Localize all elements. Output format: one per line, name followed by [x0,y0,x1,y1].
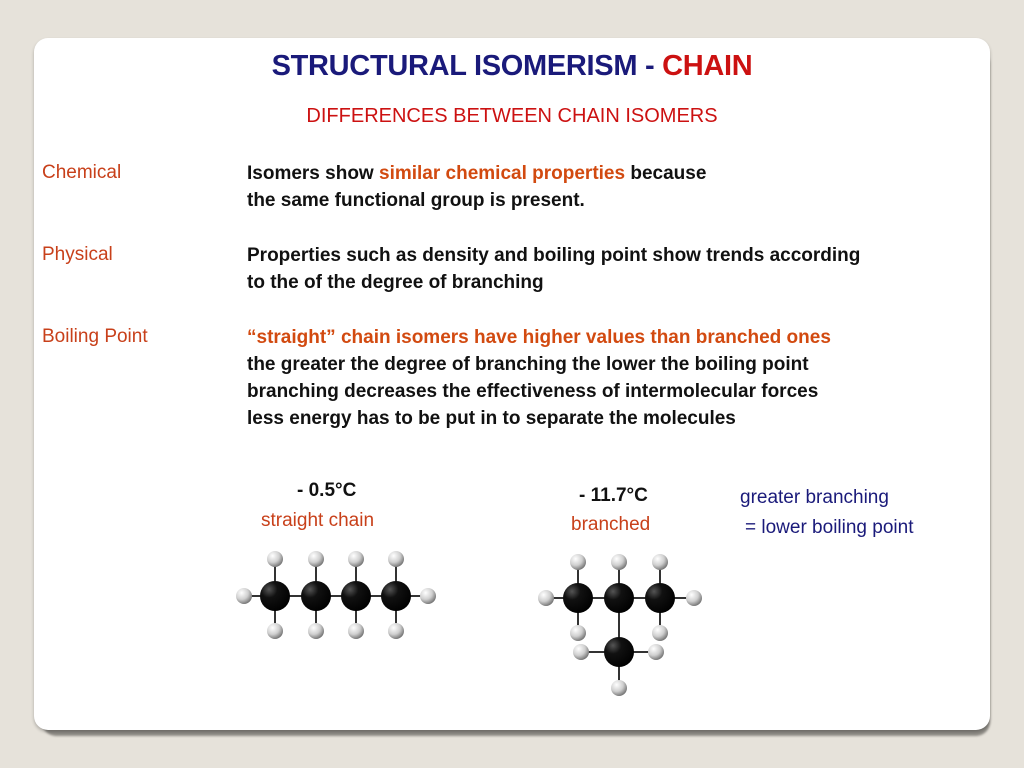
boiling-line-3: branching decreases the effectiveness of intermolecular forces [247,381,819,402]
chemical-label: Chemical [42,162,122,183]
physical-line-1: Properties such as density and boiling point show trends according [247,245,861,266]
chemical-line-2: the same functional group is present. [247,190,585,211]
title-main: STRUCTURAL ISOMERISM - [271,50,663,82]
branched-molecule [538,554,702,696]
chemical-line-1: Isomers show similar chemical properties because [247,163,707,184]
slide-subtitle: DIFFERENCES BETWEEN CHAIN ISOMERS [306,105,718,127]
branched-label: branched [571,514,651,535]
note-line-1: greater branching [740,487,889,508]
straight-label: straight chain [261,510,375,531]
physical-line-2: to the of the degree of branching [247,272,544,293]
boiling-line-4: less energy has to be put in to separate the molecules [247,408,736,429]
straight-temp: - 0.5°C [297,480,357,501]
chemical-highlight: similar chemical properties [379,163,626,184]
note-line-2: = lower boiling point [745,517,914,538]
boiling-line-1: “straight” chain isomers have higher values than branched ones [247,327,831,348]
title-accent: CHAIN [662,50,753,82]
boiling-label: Boiling Point [42,326,148,347]
branched-temp: - 11.7°C [579,485,648,506]
physical-label: Physical [42,244,113,265]
boiling-line-2: the greater the degree of branching the lower the boiling point [247,354,809,375]
